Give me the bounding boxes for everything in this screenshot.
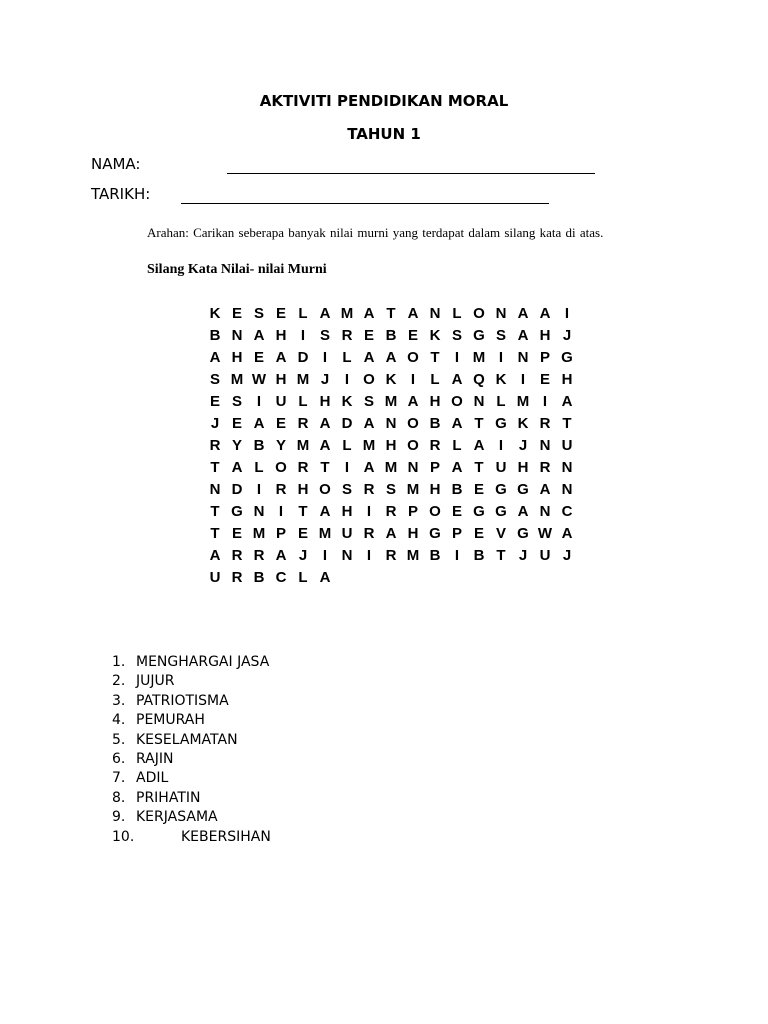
grid-letter[interactable]: A (451, 458, 463, 476)
word-text: MENGHARGAI JASA (136, 654, 270, 670)
grid-letter[interactable]: R (275, 480, 287, 498)
grid-letter[interactable]: G (561, 348, 573, 366)
grid-letter[interactable]: N (209, 480, 221, 498)
word-number: 1. (112, 654, 126, 670)
grid-letter[interactable]: N (231, 326, 243, 344)
grid-letter[interactable]: N (473, 392, 485, 410)
grid-letter[interactable]: B (429, 546, 441, 564)
grid-letter[interactable]: K (429, 326, 441, 344)
grid-letter[interactable]: A (451, 370, 463, 388)
grid-letter[interactable]: O (407, 414, 419, 432)
word-text: PEMURAH (136, 712, 205, 729)
grid-letter[interactable]: I (454, 348, 460, 366)
grid-letter[interactable]: A (517, 304, 529, 322)
grid-letter[interactable]: I (542, 392, 548, 410)
word-text: PRIHATIN (136, 789, 201, 806)
grid-letter[interactable]: N (539, 436, 551, 454)
grid-letter[interactable]: E (407, 326, 418, 344)
grid-letter[interactable]: K (517, 414, 529, 432)
grid-letter[interactable]: A (275, 348, 287, 366)
grid-letter[interactable]: E (275, 414, 286, 432)
grid-letter[interactable]: N (407, 458, 419, 476)
grid-letter[interactable]: G (473, 502, 485, 520)
grid-letter[interactable]: H (275, 326, 287, 344)
grid-letter[interactable]: B (209, 326, 221, 344)
grid-letter[interactable]: H (341, 502, 353, 520)
grid-letter[interactable]: M (472, 348, 486, 366)
grid-letter[interactable]: R (341, 326, 353, 344)
grid-letter[interactable]: L (298, 392, 308, 410)
word-number: 3. (112, 692, 126, 709)
grid-letter[interactable]: A (473, 436, 485, 454)
grid-letter[interactable]: R (385, 502, 397, 520)
grid-letter[interactable]: H (429, 392, 441, 410)
grid-letter[interactable]: W (251, 370, 267, 388)
grid-letter[interactable]: M (516, 392, 530, 410)
grid-letter[interactable]: R (539, 414, 551, 432)
grid-letter[interactable]: T (386, 304, 396, 322)
grid-letter[interactable]: P (429, 458, 440, 476)
grid-letter[interactable]: T (210, 458, 220, 476)
grid-letter[interactable]: P (451, 524, 462, 542)
grid-letter[interactable]: P (539, 348, 550, 366)
word-number: 9. (112, 809, 126, 826)
grid-letter[interactable]: K (209, 304, 221, 322)
grid-letter[interactable]: O (473, 304, 485, 322)
grid-letter[interactable]: R (231, 546, 243, 564)
grid-letter[interactable]: R (363, 480, 375, 498)
grid-letter[interactable]: R (429, 436, 441, 454)
grid-letter[interactable]: T (474, 414, 484, 432)
word-list (112, 653, 271, 847)
grid-letter[interactable]: A (407, 304, 419, 322)
grid-letter[interactable]: L (342, 348, 352, 366)
grid-letter[interactable]: I (520, 370, 526, 388)
grid-letter[interactable]: N (539, 502, 551, 520)
grid-letter[interactable]: A (319, 502, 331, 520)
grid-letter[interactable]: O (363, 370, 375, 388)
grid-letter[interactable]: I (498, 436, 504, 454)
grid-letter[interactable]: Y (231, 436, 242, 454)
word-search-grid (204, 302, 578, 588)
grid-letter[interactable]: M (406, 480, 420, 498)
grid-letter[interactable]: E (275, 304, 286, 322)
grid-letter[interactable]: S (209, 370, 220, 388)
grid-letter[interactable]: A (407, 392, 419, 410)
grid-letter[interactable]: R (385, 546, 397, 564)
grid-letter[interactable]: D (231, 480, 243, 498)
worksheet-title: AKTIVITI PENDIDIKAN MORAL (259, 92, 509, 110)
grid-letter[interactable]: O (407, 348, 419, 366)
word-text: PATRIOTISMA (136, 692, 229, 709)
grid-letter[interactable]: E (539, 370, 550, 388)
grid-letter[interactable]: L (298, 568, 308, 586)
grid-letter[interactable]: E (473, 480, 484, 498)
grid-letter[interactable]: A (363, 414, 375, 432)
grid-letter[interactable]: I (410, 370, 416, 388)
grid-letter[interactable]: G (231, 502, 243, 520)
grid-letter[interactable]: A (275, 546, 287, 564)
grid-letter[interactable]: H (275, 370, 287, 388)
grid-letter[interactable]: J (320, 370, 330, 388)
word-list-item (112, 828, 271, 847)
grid-letter[interactable]: G (429, 524, 441, 542)
grid-letter[interactable]: S (495, 326, 506, 344)
grid-letter[interactable]: T (320, 458, 330, 476)
grid-letter[interactable]: I (454, 546, 460, 564)
grid-letter[interactable]: A (517, 326, 529, 344)
grid-letter[interactable]: S (385, 480, 396, 498)
grid-letter[interactable]: H (561, 370, 573, 388)
grid-letter[interactable]: A (539, 304, 551, 322)
grid-letter[interactable]: A (363, 304, 375, 322)
grid-letter[interactable]: L (430, 370, 440, 388)
grid-letter[interactable]: J (562, 326, 572, 344)
grid-letter[interactable]: J (298, 546, 308, 564)
grid-letter[interactable]: L (342, 436, 352, 454)
grid-letter[interactable]: R (209, 436, 221, 454)
grid-letter[interactable]: U (495, 458, 507, 476)
grid-letter[interactable]: E (231, 414, 242, 432)
grid-letter[interactable]: N (429, 304, 441, 322)
word-number: 5. (112, 731, 126, 748)
word-list-item (112, 731, 271, 750)
grid-letter[interactable]: R (363, 524, 375, 542)
tarikh-label: TARIKH: (91, 185, 151, 203)
grid-letter[interactable]: Y (275, 436, 286, 454)
grid-letter[interactable]: O (451, 392, 463, 410)
grid-letter[interactable]: T (298, 502, 308, 520)
grid-letter[interactable]: H (539, 326, 551, 344)
grid-letter[interactable]: B (253, 568, 265, 586)
grid-letter[interactable]: I (256, 480, 262, 498)
grid-letter[interactable]: E (253, 348, 264, 366)
grid-letter[interactable]: M (406, 546, 420, 564)
grid-letter[interactable]: D (297, 348, 309, 366)
grid-letter[interactable]: S (231, 392, 242, 410)
grid-letter[interactable]: D (341, 414, 353, 432)
grid-letter[interactable]: I (278, 502, 284, 520)
grid-letter[interactable]: N (341, 546, 353, 564)
grid-letter[interactable]: B (253, 436, 265, 454)
grid-letter[interactable]: T (562, 414, 572, 432)
grid-letter[interactable]: U (209, 568, 221, 586)
grid-letter[interactable]: A (363, 348, 375, 366)
grid-letter[interactable]: S (363, 392, 374, 410)
grid-letter[interactable]: N (495, 304, 507, 322)
grid-letter[interactable]: G (517, 480, 529, 498)
grid-letter[interactable]: R (297, 458, 309, 476)
word-text: JUJUR (136, 673, 175, 690)
grid-letter[interactable]: E (473, 524, 484, 542)
grid-letter[interactable]: E (231, 304, 242, 322)
grid-letter[interactable]: I (322, 546, 328, 564)
grid-letter[interactable]: T (430, 348, 440, 366)
grid-letter[interactable]: C (561, 502, 573, 520)
grid-letter[interactable]: H (517, 458, 529, 476)
word-number: 6. (112, 750, 126, 767)
grid-letter[interactable]: A (363, 458, 375, 476)
grid-letter[interactable]: I (344, 458, 350, 476)
grid-letter[interactable]: G (495, 480, 507, 498)
word-number: 8. (112, 789, 126, 806)
grid-letter[interactable]: U (341, 524, 353, 542)
grid-letter[interactable]: A (561, 392, 573, 410)
grid-letter[interactable]: T (474, 458, 484, 476)
word-list-item (112, 653, 271, 672)
word-list-item (112, 711, 271, 730)
grid-letter[interactable]: T (210, 502, 220, 520)
grid-letter[interactable]: E (209, 392, 220, 410)
grid-letter[interactable]: H (429, 480, 441, 498)
grid-letter[interactable]: M (384, 392, 398, 410)
grid-letter[interactable]: B (385, 326, 397, 344)
grid-letter[interactable]: R (297, 414, 309, 432)
grid-letter[interactable]: O (275, 458, 287, 476)
grid-letter[interactable]: N (561, 480, 573, 498)
word-text: ADIL (136, 770, 169, 787)
grid-letter[interactable]: B (451, 480, 463, 498)
grid-letter[interactable]: T (496, 546, 506, 564)
grid-letter[interactable]: A (451, 414, 463, 432)
grid-letter[interactable]: G (495, 414, 507, 432)
word-list-item (112, 769, 271, 788)
grid-letter[interactable]: E (297, 524, 308, 542)
grid-letter[interactable]: O (319, 480, 331, 498)
word-list-item (112, 808, 271, 827)
grid-letter[interactable]: H (319, 392, 331, 410)
word-number: 7. (112, 770, 126, 787)
grid-letter[interactable]: I (366, 546, 372, 564)
grid-letter[interactable]: U (561, 436, 573, 454)
grid-letter[interactable]: L (496, 392, 506, 410)
grid-letter[interactable]: W (537, 524, 553, 542)
grid-letter[interactable]: I (366, 502, 372, 520)
grid-letter[interactable]: S (341, 480, 352, 498)
grid-letter[interactable]: M (252, 524, 266, 542)
grid-letter[interactable]: L (452, 304, 462, 322)
grid-letter[interactable]: A (319, 568, 331, 586)
grid-letter[interactable]: M (296, 436, 310, 454)
grid-letter[interactable]: E (231, 524, 242, 542)
grid-letter[interactable]: M (384, 458, 398, 476)
grid-letter[interactable]: M (230, 370, 244, 388)
grid-letter[interactable]: H (385, 436, 397, 454)
grid-letter[interactable]: A (253, 326, 265, 344)
grid-letter[interactable]: M (362, 436, 376, 454)
grid-letter[interactable]: L (298, 304, 308, 322)
grid-letter[interactable]: A (253, 414, 265, 432)
grid-letter[interactable]: R (539, 458, 551, 476)
grid-letter[interactable]: E (363, 326, 374, 344)
grid-letter[interactable]: K (341, 392, 353, 410)
grid-letter[interactable]: J (210, 414, 220, 432)
grid-letter[interactable]: S (319, 326, 330, 344)
grid-letter[interactable]: K (385, 370, 397, 388)
word-text: KESELAMATAN (136, 731, 238, 748)
grid-letter[interactable]: G (495, 502, 507, 520)
grid-letter[interactable]: I (498, 348, 504, 366)
grid-letter[interactable]: A (209, 546, 221, 564)
grid-letter[interactable]: H (407, 524, 419, 542)
grid-letter[interactable]: A (385, 524, 397, 542)
grid-letter[interactable]: R (253, 546, 265, 564)
grid-letter[interactable]: T (210, 524, 220, 542)
grid-letter[interactable]: I (300, 326, 306, 344)
word-list-item (112, 750, 271, 769)
tarikh-answer-line[interactable] (181, 203, 549, 204)
word-text: KEBERSIHAN (181, 828, 271, 845)
grid-letter[interactable]: I (322, 348, 328, 366)
word-number: 10. (112, 828, 135, 845)
grid-letter[interactable]: N (517, 348, 529, 366)
grid-letter[interactable]: E (451, 502, 462, 520)
grid-letter[interactable]: L (452, 436, 462, 454)
grid-letter[interactable]: B (473, 546, 485, 564)
grid-letter[interactable]: I (564, 304, 570, 322)
grid-letter[interactable]: S (451, 326, 462, 344)
word-text: RAJIN (136, 750, 174, 767)
worksheet-year: TAHUN 1 (347, 125, 421, 143)
puzzle-title: Silang Kata Nilai- nilai Murni (147, 262, 327, 277)
grid-letter[interactable]: H (231, 348, 243, 366)
grid-letter[interactable]: N (253, 502, 265, 520)
word-number: 4. (112, 712, 126, 729)
grid-letter[interactable]: U (275, 392, 287, 410)
grid-letter[interactable]: A (231, 458, 243, 476)
grid-letter[interactable]: A (209, 348, 221, 366)
grid-letter[interactable]: V (495, 524, 506, 542)
word-list-item (112, 692, 271, 711)
grid-letter[interactable]: P (275, 524, 286, 542)
grid-letter[interactable]: R (231, 568, 243, 586)
grid-letter[interactable]: A (539, 480, 551, 498)
grid-letter[interactable]: A (561, 524, 573, 542)
word-number: 2. (112, 673, 126, 690)
grid-letter[interactable]: I (344, 370, 350, 388)
grid-letter[interactable]: P (407, 502, 418, 520)
grid-letter[interactable]: A (517, 502, 529, 520)
grid-letter[interactable]: M (296, 370, 310, 388)
word-text: KERJASAMA (136, 809, 218, 826)
grid-letter[interactable]: M (318, 524, 332, 542)
grid-letter[interactable]: J (518, 436, 528, 454)
grid-letter[interactable]: N (561, 458, 573, 476)
nama-label: NAMA: (91, 155, 141, 173)
grid-letter[interactable]: A (319, 304, 331, 322)
grid-letter[interactable]: I (256, 392, 262, 410)
grid-letter[interactable]: N (385, 414, 397, 432)
word-list-item (112, 789, 271, 808)
grid-letter[interactable]: A (319, 436, 331, 454)
grid-letter[interactable]: U (539, 546, 551, 564)
grid-letter[interactable]: Q (473, 370, 485, 388)
grid-letter[interactable]: M (340, 304, 354, 322)
grid-letter[interactable]: K (495, 370, 507, 388)
grid-letter[interactable]: C (275, 568, 287, 586)
nama-answer-line[interactable] (227, 173, 595, 174)
grid-letter[interactable]: O (407, 436, 419, 454)
grid-letter[interactable]: J (562, 546, 572, 564)
grid-letter[interactable]: S (253, 304, 264, 322)
grid-letter[interactable]: A (319, 414, 331, 432)
grid-letter[interactable]: G (473, 326, 485, 344)
instruction-text: Arahan: Carikan seberapa banyak nilai murni yang terdapat dalam silang kata di atas. (147, 225, 604, 240)
grid-letter[interactable]: H (297, 480, 309, 498)
grid-letter[interactable]: L (254, 458, 264, 476)
grid-letter[interactable]: O (429, 502, 441, 520)
grid-letter[interactable]: G (517, 524, 529, 542)
word-list-item (112, 672, 271, 691)
grid-letter[interactable]: J (518, 546, 528, 564)
grid-letter[interactable]: B (429, 414, 441, 432)
grid-letter[interactable]: A (385, 348, 397, 366)
